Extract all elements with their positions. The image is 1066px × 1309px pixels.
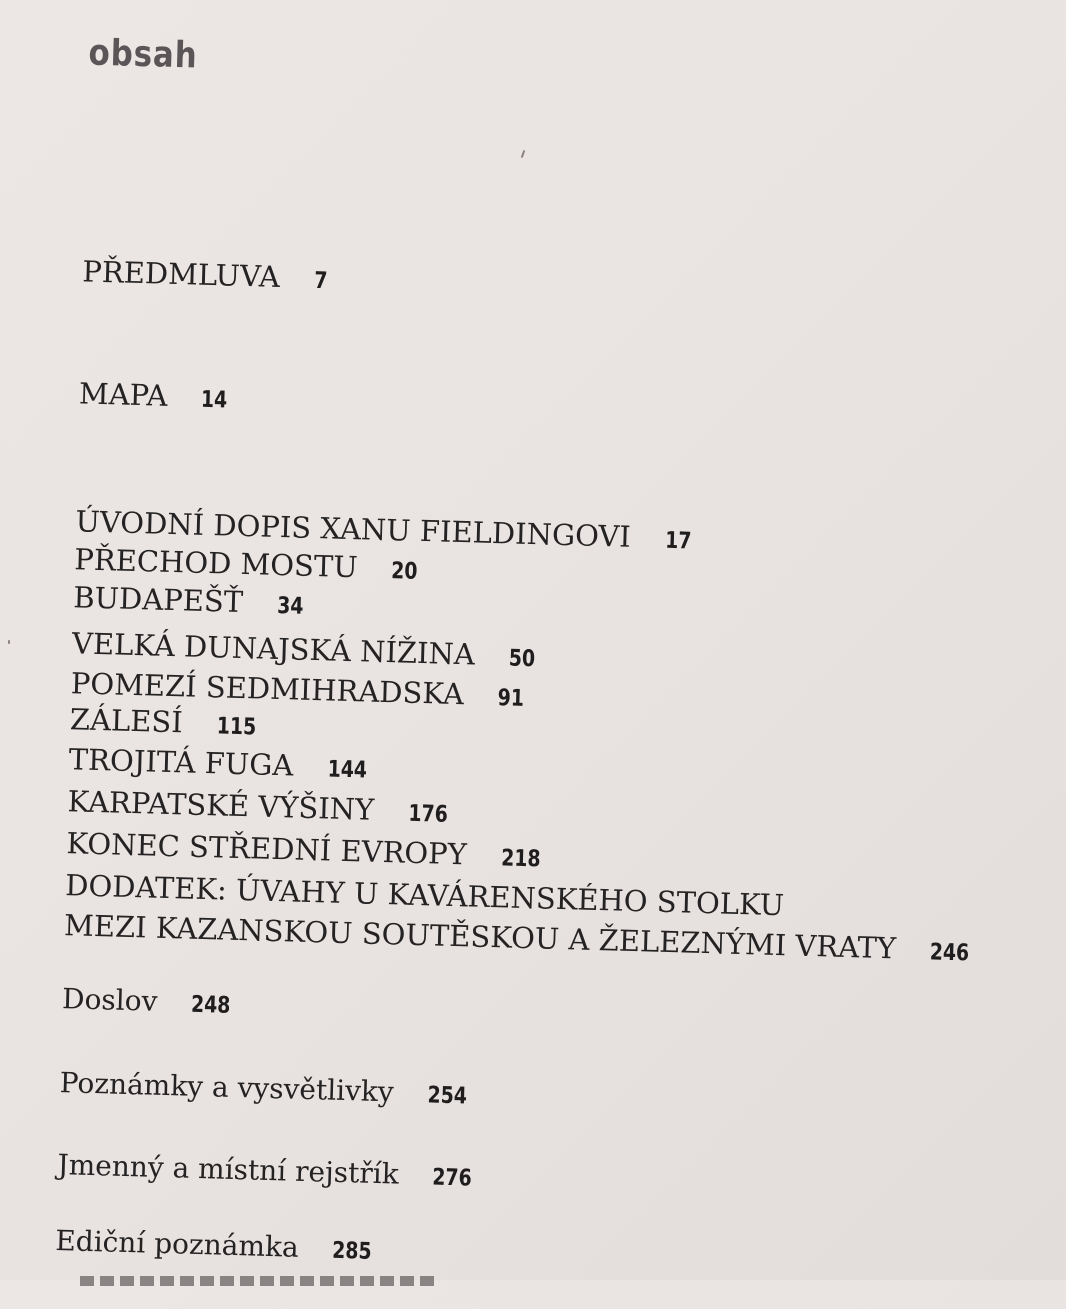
toc-entry-karpatske-vysiny <box>67 784 456 829</box>
toc-entry-page: 17 <box>664 527 692 555</box>
toc-entry-page: 14 <box>200 386 228 414</box>
toc-entry-page: 34 <box>276 592 304 620</box>
toc-entry-title: Poznámky a vysvětlivky <box>59 1066 395 1109</box>
toc-entry-title: BUDAPEŠŤ <box>72 580 244 620</box>
toc-entry-title: KONEC STŘEDNÍ EVROPY <box>66 826 468 872</box>
toc-entry-velka-dunajska-nizina <box>72 626 542 673</box>
toc-entry-title: DODATEK: ÚVAHY U KAVÁRENSKÉHO STOLKU <box>64 868 785 923</box>
toc-entry-poznamky <box>59 1066 476 1111</box>
toc-entry-page: 7 <box>313 267 328 295</box>
toc-entry-title: VELKÁ DUNAJSKÁ NÍŽINA <box>71 626 476 672</box>
contents-heading: obsah <box>87 32 199 77</box>
toc-entry-prechod-mostu <box>74 542 424 586</box>
next-line-cut-off <box>80 1276 440 1286</box>
toc-entry-rejstrik <box>57 1148 481 1193</box>
toc-entry-page: 285 <box>332 1237 373 1265</box>
toc-entry-page: 218 <box>500 845 541 873</box>
toc-entry-title: ZÁLESÍ <box>69 702 184 740</box>
toc-entry-page: 248 <box>190 991 232 1019</box>
toc-entry-page: 276 <box>432 1164 473 1192</box>
toc-entry-page: 115 <box>216 713 257 741</box>
toc-entry-page: 254 <box>427 1082 468 1110</box>
toc-entry-mezi-kazanskou-souteskou <box>64 908 979 968</box>
paper-speck <box>8 640 10 644</box>
toc-entry-title: MAPA <box>78 376 168 413</box>
toc-entry-predmluva <box>82 254 330 295</box>
toc-entry-edicni-poznamka <box>55 1224 381 1266</box>
toc-entry-title: Doslov <box>61 982 158 1018</box>
toc-entry-page: 50 <box>508 645 536 673</box>
toc-entry-page: 20 <box>391 558 419 585</box>
toc-entry-budapest <box>73 580 310 621</box>
toc-entry-mapa <box>79 376 234 414</box>
toc-entry-title: KARPATSKÉ VÝŠINY <box>67 784 375 827</box>
toc-entry-page: 246 <box>929 939 970 967</box>
toc-entry-title: Jmenný a místní rejstřík <box>57 1148 400 1191</box>
toc-entry-page: 91 <box>497 685 525 712</box>
toc-entry-title: POMEZÍ SEDMIHRADSKA <box>70 666 465 712</box>
toc-entry-trojita-fuga <box>68 742 375 785</box>
toc-entry-doslov <box>62 982 240 1020</box>
toc-entry-zalesi <box>69 702 265 741</box>
toc-entry-title: TROJITÁ FUGA <box>68 742 294 783</box>
toc-entry-title: MEZI KAZANSKOU SOUTĚSKOU A ŽELEZNÝMI VRATY <box>63 908 897 966</box>
toc-entry-title: PŘECHOD MOSTU <box>73 542 359 585</box>
toc-entry-title: ÚVODNÍ DOPIS XANU FIELDINGOVI <box>74 504 632 554</box>
toc-entry-konec-stredni-evropy <box>66 826 549 873</box>
toc-entry-title: PŘEDMLUVA <box>81 254 281 294</box>
toc-entry-title: Ediční poznámka <box>54 1224 300 1264</box>
toc-entry-page: 144 <box>326 756 367 784</box>
toc-entry-page: 176 <box>407 800 448 828</box>
